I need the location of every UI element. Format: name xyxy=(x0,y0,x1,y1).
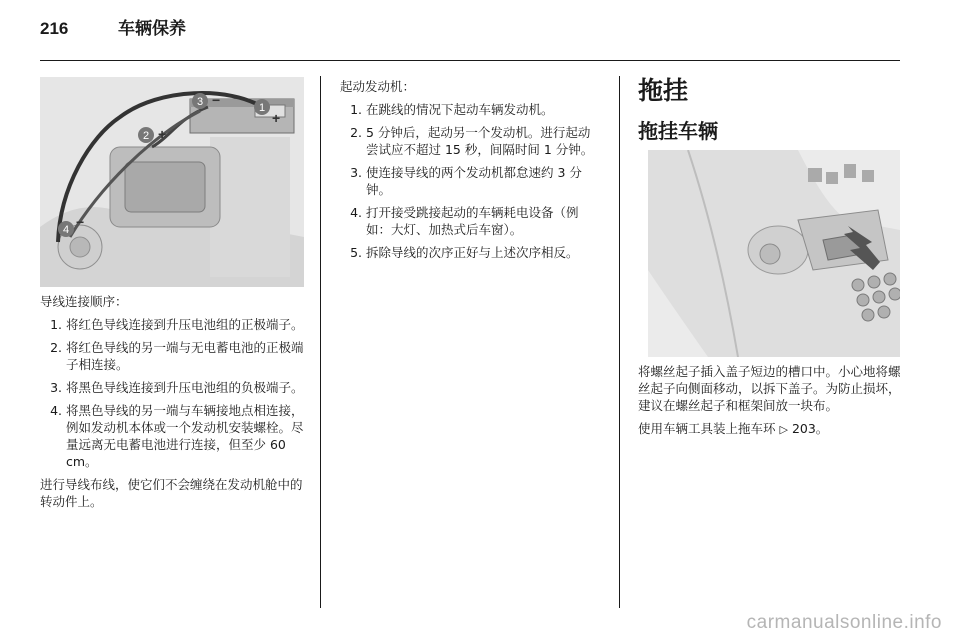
left-column xyxy=(40,293,306,516)
figure-label-1: 1 xyxy=(258,102,266,114)
list-item xyxy=(340,101,602,118)
step-number: 3. xyxy=(350,165,362,180)
list-item xyxy=(340,244,602,261)
step-text: 将红色导线的另一端与无电蓄电池的正极端子相连接。 xyxy=(66,340,304,372)
step-number: 5. xyxy=(350,245,362,260)
step-text: 将黑色导线连接到升压电池组的负极端子。 xyxy=(66,380,304,395)
jump-start-illustration xyxy=(40,77,304,287)
routing-note: 进行导线布线，使它们不会缠绕在发动机舱中的转动件上。 xyxy=(40,477,303,509)
middle-column xyxy=(340,78,602,267)
engine-bay-drawing xyxy=(40,77,304,287)
arrow-reference-icon: ▷ xyxy=(779,423,788,436)
step-number: 4. xyxy=(350,205,362,220)
list-item xyxy=(340,204,602,238)
minus-sign-icon: − xyxy=(212,92,221,108)
step-text: 在跳线的情况下起动车辆发动机。 xyxy=(366,102,554,117)
column-divider-2 xyxy=(619,76,620,608)
step-text: 将红色导线连接到升压电池组的正极端子。 xyxy=(66,317,304,332)
right-column-text xyxy=(638,363,902,444)
page-reference-link[interactable]: 203。 xyxy=(791,421,829,436)
right-column xyxy=(638,76,900,144)
plus-sign-icon: + xyxy=(158,126,167,142)
column-divider-1 xyxy=(320,76,321,608)
list-item xyxy=(40,402,306,470)
figure-label-3: 3 xyxy=(196,96,204,108)
step-number: 2. xyxy=(350,125,362,140)
page-number: 216 xyxy=(40,19,69,38)
subsection-heading: 拖挂车辆 xyxy=(638,119,718,143)
figure-label-4: 4 xyxy=(62,224,70,236)
section-heading: 拖挂 xyxy=(638,76,689,105)
watermark: carmanualsonline.info xyxy=(746,612,942,633)
step-text: 使连接导线的两个发动机都怠速约 3 分钟。 xyxy=(366,165,582,197)
list-item xyxy=(40,379,306,396)
minus-sign-icon: − xyxy=(76,214,85,230)
towing-eye-cover-illustration xyxy=(648,150,900,357)
page-header xyxy=(40,14,186,44)
chapter-title: 车辆保养 xyxy=(118,19,186,39)
list-item xyxy=(40,339,306,373)
list-item xyxy=(40,316,306,333)
step-number: 4. xyxy=(50,403,62,418)
plus-sign-icon: + xyxy=(272,110,281,126)
header-rule xyxy=(40,60,900,61)
cover-removal-text: 将螺丝起子插入盖子短边的槽口中。小心地将螺丝起子向侧面移动，以拆下盖子。为防止损坏，建议在螺丝起子和框架间放一块布。 xyxy=(638,364,901,413)
step-text: 将黑色导线的另一端与车辆接地点相连接，例如发动机本体或一个发动机安装螺栓。尽量远离无电蓄电池进行连接，但至少 60 cm。 xyxy=(66,403,304,469)
list-item xyxy=(340,124,602,158)
towing-eye-instruction: 使用车辆工具装上拖车环 xyxy=(638,421,776,436)
list-item xyxy=(340,164,602,198)
step-number: 1. xyxy=(50,317,62,332)
bumper-drawing xyxy=(648,150,900,357)
step-number: 1. xyxy=(350,102,362,117)
towing-eye-text xyxy=(638,420,902,438)
start-intro: 起动发动机： xyxy=(340,79,416,94)
step-text: 5 分钟后，起动另一个发动机。进行起动尝试应不超过 15 秒，间隔时间 1 分钟。 xyxy=(366,125,594,157)
figure-label-2: 2 xyxy=(142,130,150,142)
step-number: 3. xyxy=(50,380,62,395)
connection-intro: 导线连接顺序： xyxy=(40,294,128,309)
step-text: 拆除导线的次序正好与上述次序相反。 xyxy=(366,245,579,260)
step-number: 2. xyxy=(50,340,62,355)
step-text: 打开接受跳接起动的车辆耗电设备（例如：大灯、加热式后车窗）。 xyxy=(366,205,579,237)
